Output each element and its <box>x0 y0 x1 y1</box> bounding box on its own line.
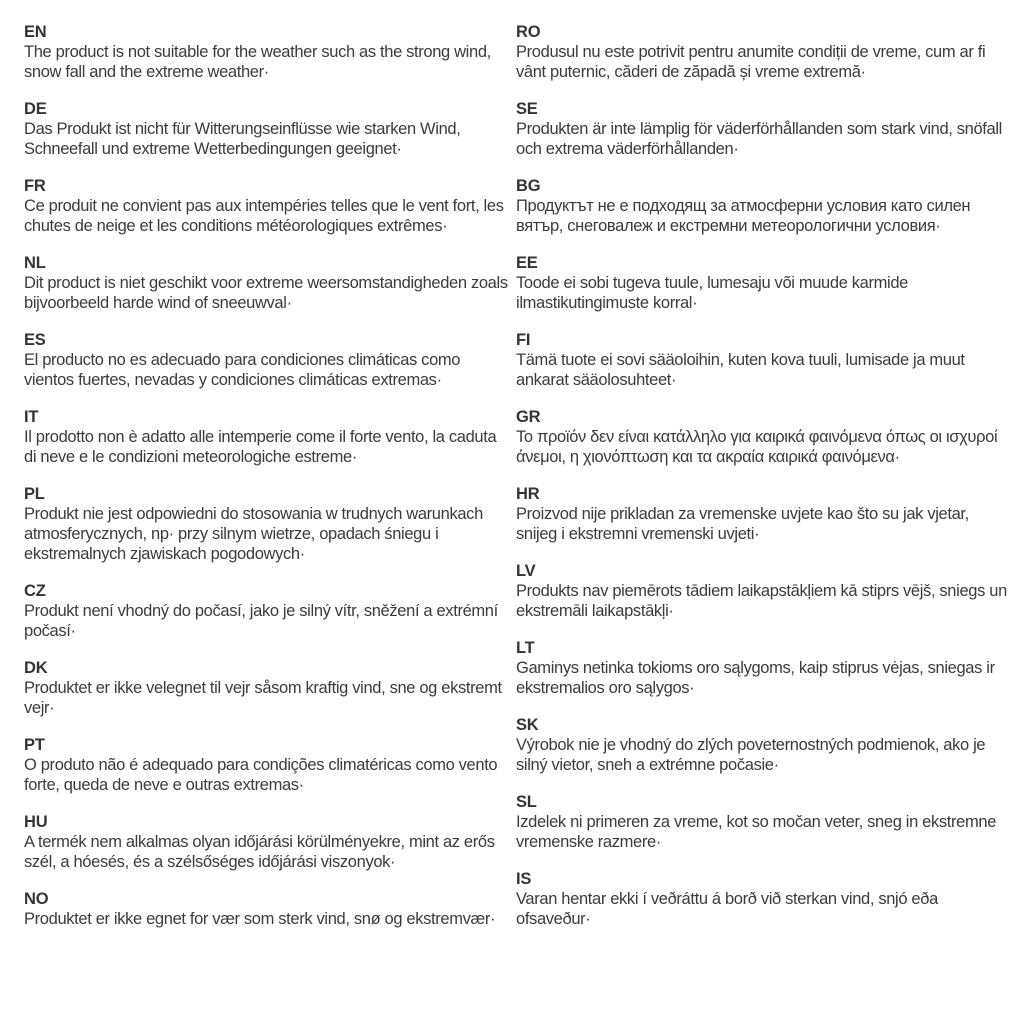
language-text: Produsul nu este potrivit pentru anumite condiții de vreme, cum ar fi vânt puternic, căderi de zăpadă și vreme extremă· <box>516 43 986 81</box>
language-block-hr <box>516 484 1010 544</box>
language-code: DE <box>24 100 47 118</box>
language-text: Produktet er ikke egnet for vær som sterk vind, snø og ekstremvær· <box>24 910 496 928</box>
language-code: GR <box>516 408 541 426</box>
language-code: NL <box>24 254 46 272</box>
language-text: Tämä tuote ei sovi sääoloihin, kuten kova tuuli, lumisade ja muut ankarat sääolosuhteet· <box>516 351 965 389</box>
language-text: The product is not suitable for the weather such as the strong wind, snow fall and the extreme weather· <box>24 43 491 81</box>
language-code: RO <box>516 23 541 41</box>
language-text: Produkt není vhodný do počasí, jako je silný vítr, sněžení a extrémní počasí· <box>24 602 498 640</box>
language-text: Produkts nav piemērots tādiem laikapstākļiem kā stiprs vējš, sniegs un ekstremāli laikapstākļi· <box>516 582 1007 620</box>
language-block-en <box>24 22 508 82</box>
language-code: PL <box>24 485 45 503</box>
language-block-no <box>24 889 508 929</box>
language-code: FR <box>24 177 46 195</box>
language-block-lt <box>516 638 1010 698</box>
language-text: Toode ei sobi tugeva tuule, lumesaju või muude karmide ilmastikutingimuste korral· <box>516 274 909 312</box>
language-code: SK <box>516 716 539 734</box>
language-code: PT <box>24 736 45 754</box>
language-block-sl <box>516 792 1010 852</box>
language-block-ee <box>516 253 1010 313</box>
language-text: Das Produkt ist nicht für Witterungseinflüsse wie starken Wind, Schneefall und extreme Wetterbedingungen geeignet· <box>24 120 461 158</box>
language-text: Produktet er ikke velegnet til vejr såsom kraftig vind, sne og ekstremt vejr· <box>24 679 502 717</box>
language-text: O produto não é adequado para condições climatéricas como vento forte, queda de neve e outras extremas· <box>24 756 498 794</box>
language-block-ro <box>516 22 1010 82</box>
language-block-es <box>24 330 508 390</box>
language-text: Produkt nie jest odpowiedni do stosowania w trudnych warunkach atmosferycznych, np· przy silnym wietrze, opadach śniegu i ekstremalnych zjawiskach pogodowych· <box>24 505 483 563</box>
language-text: Proizvod nije prikladan za vremenske uvjete kao što su jak vjetar, snijeg i ekstremni vremenski uvjeti· <box>516 505 969 543</box>
language-code: LT <box>516 639 535 657</box>
language-text: Izdelek ni primeren za vreme, kot so močan veter, sneg in ekstremne vremenske razmere· <box>516 813 997 851</box>
language-block-pt <box>24 735 508 795</box>
language-block-nl <box>24 253 508 313</box>
language-block-de <box>24 99 508 159</box>
language-code: LV <box>516 562 536 580</box>
language-block-pl <box>24 484 508 564</box>
language-code: IT <box>24 408 39 426</box>
language-block-bg <box>516 176 1010 236</box>
right-column <box>516 22 1010 946</box>
language-code: EE <box>516 254 538 272</box>
language-text: Varan hentar ekki í veðráttu á borð við sterkan vind, snjó eða ofsaveður· <box>516 890 938 928</box>
left-column <box>24 22 508 946</box>
language-text: Ce produit ne convient pas aux intempéries telles que le vent fort, les chutes de neige et les conditions météorologiques extrêmes· <box>24 197 504 235</box>
language-block-it <box>24 407 508 467</box>
language-text: Dit product is niet geschikt voor extreme weersomstandigheden zoals bijvoorbeeld harde wind of sneeuwval· <box>24 274 508 312</box>
language-text: Το προϊόν δεν είναι κατάλληλο για καιρικά φαινόμενα όπως οι ισχυροί άνεμοι, η χιονόπτωση και τα ακραία καιρικά φαινόμενα· <box>516 428 998 466</box>
language-code: SL <box>516 793 537 811</box>
language-text: El producto no es adecuado para condiciones climáticas como vientos fuertes, nevadas y condiciones climáticas extremas· <box>24 351 461 389</box>
language-block-fi <box>516 330 1010 390</box>
language-code: CZ <box>24 582 46 600</box>
language-block-fr <box>24 176 508 236</box>
language-code: FI <box>516 331 531 349</box>
language-code: NO <box>24 890 49 908</box>
language-text: Продуктът не е подходящ за атмосферни условия като силен вятър, снеговалеж и екстремни метеорологични условия· <box>516 197 971 235</box>
language-text: Il prodotto non è adatto alle intemperie come il forte vento, la caduta di neve e le condizioni meteorologiche estreme· <box>24 428 497 466</box>
language-block-se <box>516 99 1010 159</box>
language-block-hu <box>24 812 508 872</box>
language-block-gr <box>516 407 1010 467</box>
language-code: HU <box>24 813 48 831</box>
language-code: IS <box>516 870 532 888</box>
language-text: Gaminys netinka tokioms oro sąlygoms, kaip stiprus vėjas, sniegas ir ekstremalios oro sąlygos· <box>516 659 995 697</box>
language-code: EN <box>24 23 47 41</box>
language-block-lv <box>516 561 1010 621</box>
language-block-cz <box>24 581 508 641</box>
language-text: A termék nem alkalmas olyan időjárási körülményekre, mint az erős szél, a hóesés, és a szélsőséges időjárási viszonyok· <box>24 833 495 871</box>
language-block-sk <box>516 715 1010 775</box>
language-code: SE <box>516 100 538 118</box>
language-code: BG <box>516 177 541 195</box>
language-block-is <box>516 869 1010 929</box>
language-text: Produkten är inte lämplig för väderförhållanden som stark vind, snöfall och extrema väderförhållanden· <box>516 120 1002 158</box>
language-code: DK <box>24 659 48 677</box>
language-text: Výrobok nie je vhodný do zlých poveternostných podmienok, ako je silný vietor, sneh a extrémne počasie· <box>516 736 986 774</box>
language-code: HR <box>516 485 540 503</box>
language-code: ES <box>24 331 46 349</box>
language-block-dk <box>24 658 508 718</box>
